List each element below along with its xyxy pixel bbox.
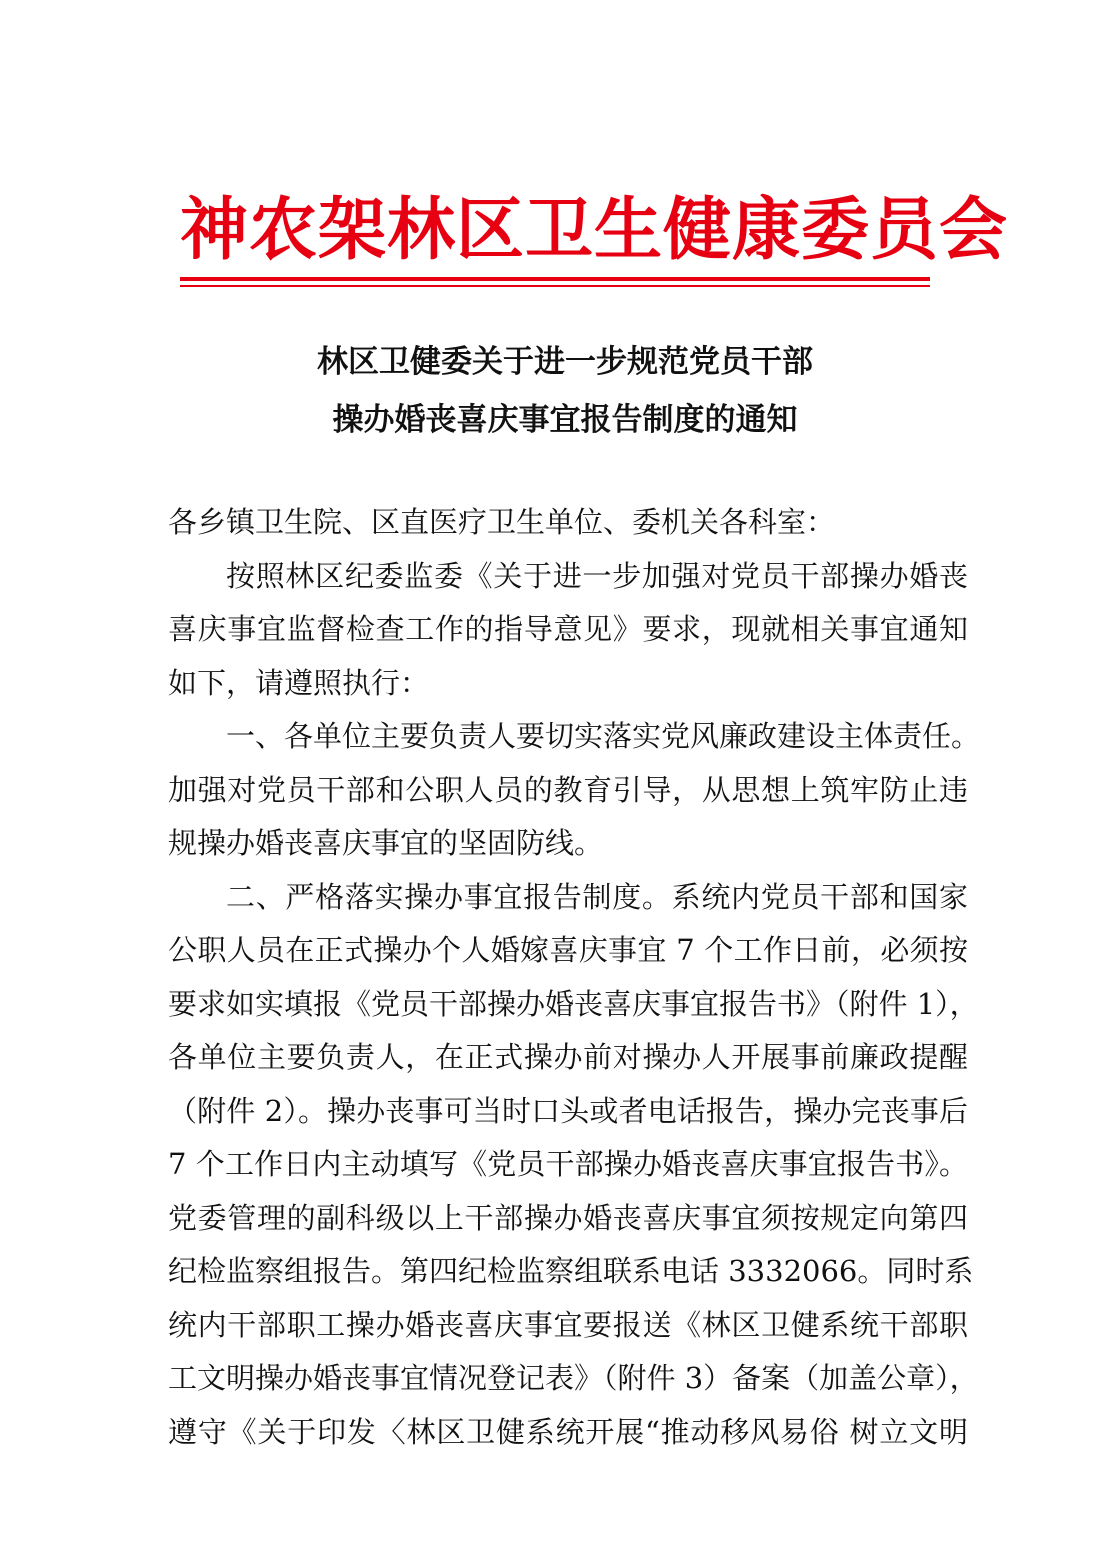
body-line: 遵守《关于印发〈林区卫健系统开展“推动移风易俗 树立文明 — [168, 1414, 968, 1449]
body-line: 一、各单位主要负责人要切实落实党风廉政建设主体责任。 — [226, 719, 981, 753]
body-line: （附件 2）。操办丧事可当时口头或者电话报告，操办完丧事后 — [168, 1093, 968, 1128]
body-line: 公职人员在正式操办个人婚嫁喜庆事宜 7 个工作日前，必须按 — [168, 933, 968, 967]
document-title — [150, 333, 980, 449]
header-red-rule-thin — [180, 285, 930, 287]
body-line: 如下，请遵照执行： — [168, 665, 430, 700]
document-title-line-1: 林区卫健委关于进一步规范党员干部 — [317, 344, 813, 380]
document-title-line-2: 操办婚丧喜庆事宜报告制度的通知 — [332, 402, 798, 438]
body-line: 规操办婚丧喜庆事宜的坚固防线。 — [168, 826, 604, 860]
body-line: 纪检监察组报告。第四纪检监察组联系电话 3332066。同时系 — [168, 1254, 974, 1288]
body-line: 7 个工作日内主动填写《党员干部操办婚丧喜庆事宜报告书》。 — [168, 1147, 968, 1181]
addressee-line: 各乡镇卫生院、区直医疗卫生单位、委机关各科室： — [168, 505, 836, 539]
body-line: 加强对党员干部和公职人员的教育引导，从思想上筑牢防止违 — [168, 772, 968, 807]
document-body — [168, 496, 981, 1459]
header-red-rule-thick — [180, 277, 930, 281]
body-line: 喜庆事宜监督检查工作的指导意见》要求，现就相关事宜通知 — [168, 612, 968, 646]
body-line: 统内干部职工操办婚丧喜庆事宜要报送《林区卫健系统干部职 — [168, 1307, 968, 1342]
body-line: 各单位主要负责人，在正式操办前对操办人开展事前廉政提醒 — [168, 1040, 968, 1074]
body-line: 按照林区纪委监委《关于进一步加强对党员干部操办婚丧 — [226, 558, 968, 593]
body-line: 党委管理的副科级以上干部操办婚丧喜庆事宜须按规定向第四 — [168, 1200, 968, 1235]
agency-header-title: 神农架林区卫生健康委员会 — [180, 190, 1009, 270]
body-line: 要求如实填报《党员干部操办婚丧喜庆事宜报告书》（附件 1）， — [168, 986, 979, 1021]
body-line: 二、严格落实操办事宜报告制度。系统内党员干部和国家 — [226, 879, 968, 914]
body-line: 工文明操办婚丧事宜情况登记表》（附件 3）备案（加盖公章）， — [168, 1361, 979, 1395]
